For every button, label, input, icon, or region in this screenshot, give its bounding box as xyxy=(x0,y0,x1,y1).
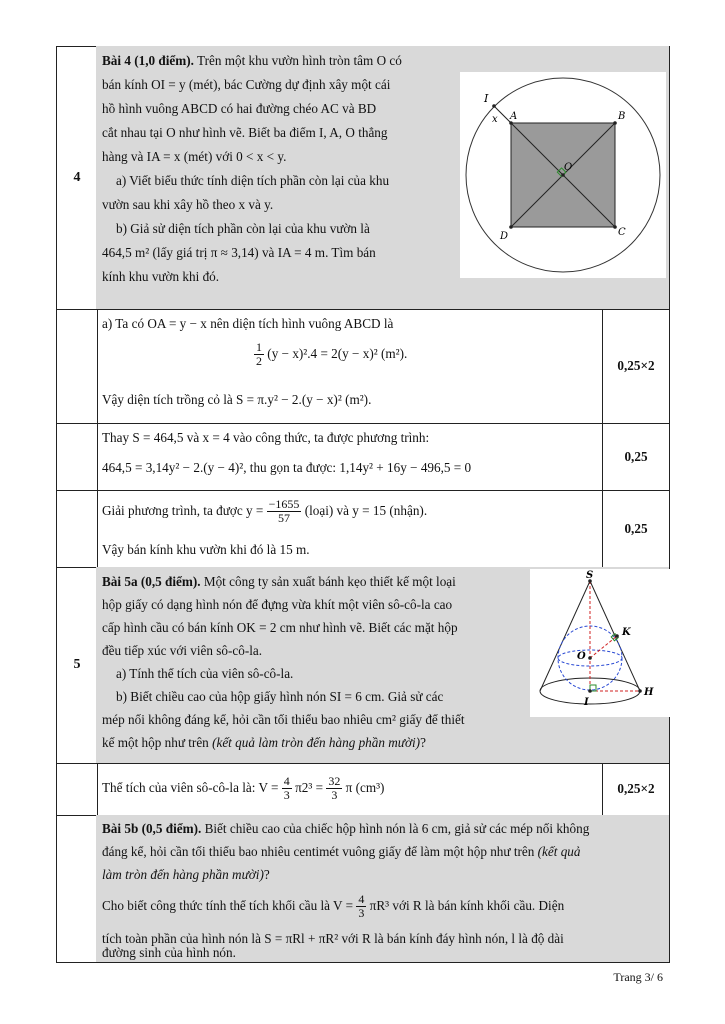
square-area-formula: $\frac{1}{2}$ (y − x)².4 = 2(y − x)² (m²). xyxy=(256,340,408,369)
point-i-label: I xyxy=(584,697,589,708)
answer-4-part-3: Giải phương trình, ta được y = $\frac{-1655}{57}$ (loại) và y = 15 (nhận). Vậy bán kính khu vườn khi đó là 15 m. 0,25 xyxy=(56,490,670,567)
volume-formula-line: Cho biết công thức tính thể tích khối cầu là V = $\frac{4}{3}$ πR³ với R là bán kính khối cầu. Diện xyxy=(102,892,565,921)
point-c-label: C xyxy=(618,227,626,238)
point-i-label: I xyxy=(484,92,489,105)
cone-sphere-diagram xyxy=(530,569,672,717)
page-number: Trang 3/ 6 xyxy=(613,970,663,984)
score-cell: 0,25 xyxy=(602,490,669,567)
answer-4-part-2: Thay S = 464,5 và x = 4 vào công thức, ta được phương trình: 464,5 = 3,14y² − 2.(y − 4)², thu gọn ta được: 1,14y² + 16y − 496,5 = 0 0,25 xyxy=(56,423,670,490)
question-5-content: Bài 5a (0,5 điểm). Một công ty sản xuất bánh kẹo thiết kế một loại hộp giấy có dạng hình nón để đựng vừa khít một viên sô-cô-la cao cấp hình cầu có bán kính OK = 2 cm như hình vẽ. Biết các mặt hộp đều tiếp xúc với viên sô-cô-la. a) Tính thể tích của viên sô-cô-la. b) Biết chiều cao của hộp giấy hình nón SI = 6 cm. Giả sử các mép nối không đáng kể, hỏi cần tối thiểu bao nhiêu cm² giấy để thiết kế một hộp như trên (kết quả làm tròn đến hàng phần mười)? S K O I H xyxy=(96,567,670,763)
question-title: Bài 4 (1,0 điểm). xyxy=(102,53,194,68)
answer-table xyxy=(56,46,670,963)
answer-5-part-1 xyxy=(56,763,670,815)
point-o-label: O xyxy=(577,651,586,662)
point-h-label: H xyxy=(644,687,654,698)
question-5-row xyxy=(56,567,670,763)
circle-square-diagram xyxy=(460,72,666,278)
cone-sphere-figure xyxy=(530,569,672,717)
answer-4-part-1: a) Ta có OA = y − x nên diện tích hình vuông ABCD là $\frac{1}{2}$ (y − x)².4 = 2(y − x)² (m²). Vậy diện tích trồng cỏ là S = π.y² − 2.(y − x)² (m²). 0,25×2 xyxy=(56,309,670,423)
point-b-label: B xyxy=(618,111,626,122)
segment-x-label: x xyxy=(492,114,498,125)
point-a-label: A xyxy=(510,111,518,122)
question-4-content: Bài 4 (1,0 điểm). Trên một khu vườn hình tròn tâm O có bán kính OI = y (mét), bác Cường dự định xây một cái hồ hình vuông ABCD có hai đường chéo AC và BD cắt nhau tại O như hình vẽ. Biết ba điểm I, A, O thẳng hàng và IA = x (mét) với 0 < x < y. a) Viết biểu thức tính diện tích phần còn lại của khu vườn sau khi xây hồ theo x và y. b) Giả sử diện tích phần còn lại của khu vườn là 464,5 m² (lấy giá trị π ≈ 3,14) và IA = 4 m. Tìm bán kính khu vườn khi đó. I x A B O D C xyxy=(96,46,670,309)
circle-square-figure xyxy=(460,72,666,278)
question-title: Bài 5b (0,5 điểm). xyxy=(102,821,202,836)
question-5b-row xyxy=(56,815,670,963)
score-cell: 0,25×2 xyxy=(602,309,669,423)
question-4-row xyxy=(56,46,670,309)
question-title: Bài 5a (0,5 điểm). xyxy=(102,574,201,589)
sphere-volume-line: Thể tích của viên sô-cô-la là: V = $\frac{4}{3}$ π2³ = $\frac{32}{3}$ π (cm³) xyxy=(102,774,385,803)
question-5b-content: Bài 5b (0,5 điểm). Biết chiều cao của chiếc hộp hình nón là 6 cm, giả sử các mép nối không đáng kể, hỏi cần tối thiểu bao nhiêu centimét vuông giấy để làm một hộp như trên (kết quả làm tròn đến hàng phần mười)? Cho biết công thức tính thể tích khối cầu là V = $\frac{4}{3}$ πR³ với R là bán kính khối cầu. Diện tích toàn phần của hình nón là S = πRl + πR² với R là bán kính đáy hình nón, l là độ dài đường sinh của hình nón. xyxy=(96,815,670,963)
point-o-label: O xyxy=(564,162,573,173)
point-d-label: D xyxy=(500,231,509,242)
point-k-label: K xyxy=(622,627,631,638)
solution-line: Giải phương trình, ta được y = $\frac{-1655}{57}$ (loại) và y = 15 (nhận). xyxy=(102,497,428,526)
score-cell: 0,25×2 xyxy=(602,763,669,815)
score-cell: 0,25 xyxy=(602,423,669,490)
point-s-label: S xyxy=(586,570,594,581)
question-number: 4 xyxy=(56,46,98,309)
question-number: 5 xyxy=(56,567,98,763)
